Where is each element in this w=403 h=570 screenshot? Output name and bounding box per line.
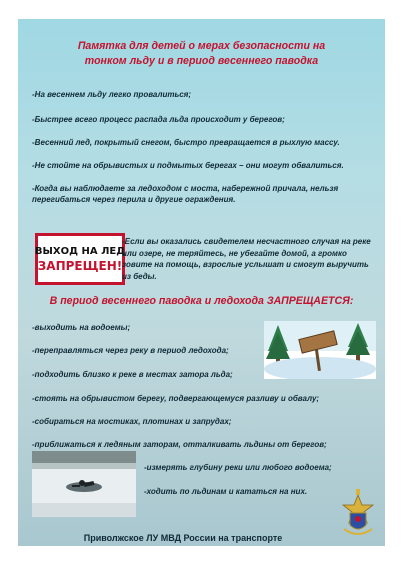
winter-warning-illustration — [264, 321, 376, 379]
forbidden-item: -стоять на обрывистом берегу, подвергающемуся разливу и обвалу; — [32, 394, 320, 403]
sign-line-2: ЗАПРЕЩЕН! — [37, 258, 123, 273]
footer-organization: Приволжское ЛУ МВД России на транспорте — [83, 533, 283, 543]
no-ice-exit-sign — [35, 233, 125, 285]
forbidden-item: -собираться на мостиках, плотинах и запрудах; — [32, 417, 232, 426]
forbidden-item: -переправляться через реку в период ледохода; — [32, 346, 229, 355]
forbidden-item: -приближаться к ледяным заторам, отталкивать льдины от берегов; — [32, 440, 327, 449]
forbidden-item: -выходить на водоемы; — [32, 323, 131, 332]
sign-line-1: ВЫХОД НА ЛЕД — [34, 245, 126, 257]
police-emblem — [340, 489, 376, 541]
rule-item: -Не стойте на обрывистых и подмытых берегах – они могут обвалиться. — [32, 161, 344, 170]
rule-item: -Быстрее всего процесс распада льда происходит у берегов; — [32, 115, 285, 124]
forbidden-item: -измерять глубину реки или любого водоема; — [144, 463, 332, 472]
safety-poster — [18, 19, 385, 546]
poster-title — [18, 39, 385, 69]
rule-item: -Весенний лед, покрытый снегом, быстро превращается в рыхлую массу. — [32, 138, 340, 147]
forbidden-item: -ходить по льдинам и кататься на них. — [144, 487, 308, 496]
forbidden-title: В период весеннего паводка и ледохода ЗАПРЕЩАЕТСЯ: — [49, 295, 354, 307]
rule-item: -Когда вы наблюдаете за ледоходом с моста, набережной причала, нельзя перегибаться через перила и другие ограждения. — [32, 184, 339, 204]
witness-advice: -Если вы оказались свидетелем несчастного случая на реке или озере, не теряйтесь, не убегайте домой, а громко зовите на помощь, взрослые услышат и смогут выручить из беды. — [122, 237, 371, 281]
poster-title-line-2: тонком льду и в период весеннего паводка — [84, 55, 319, 67]
rule-item: -На весеннем льду легко провалиться; — [32, 90, 192, 99]
forbidden-item: -подходить близко к реке в местах затора льда; — [32, 370, 233, 379]
ice-accident-photo — [32, 451, 136, 517]
poster-title-line-1: Памятка для детей о мерах безопасности на — [77, 40, 326, 52]
